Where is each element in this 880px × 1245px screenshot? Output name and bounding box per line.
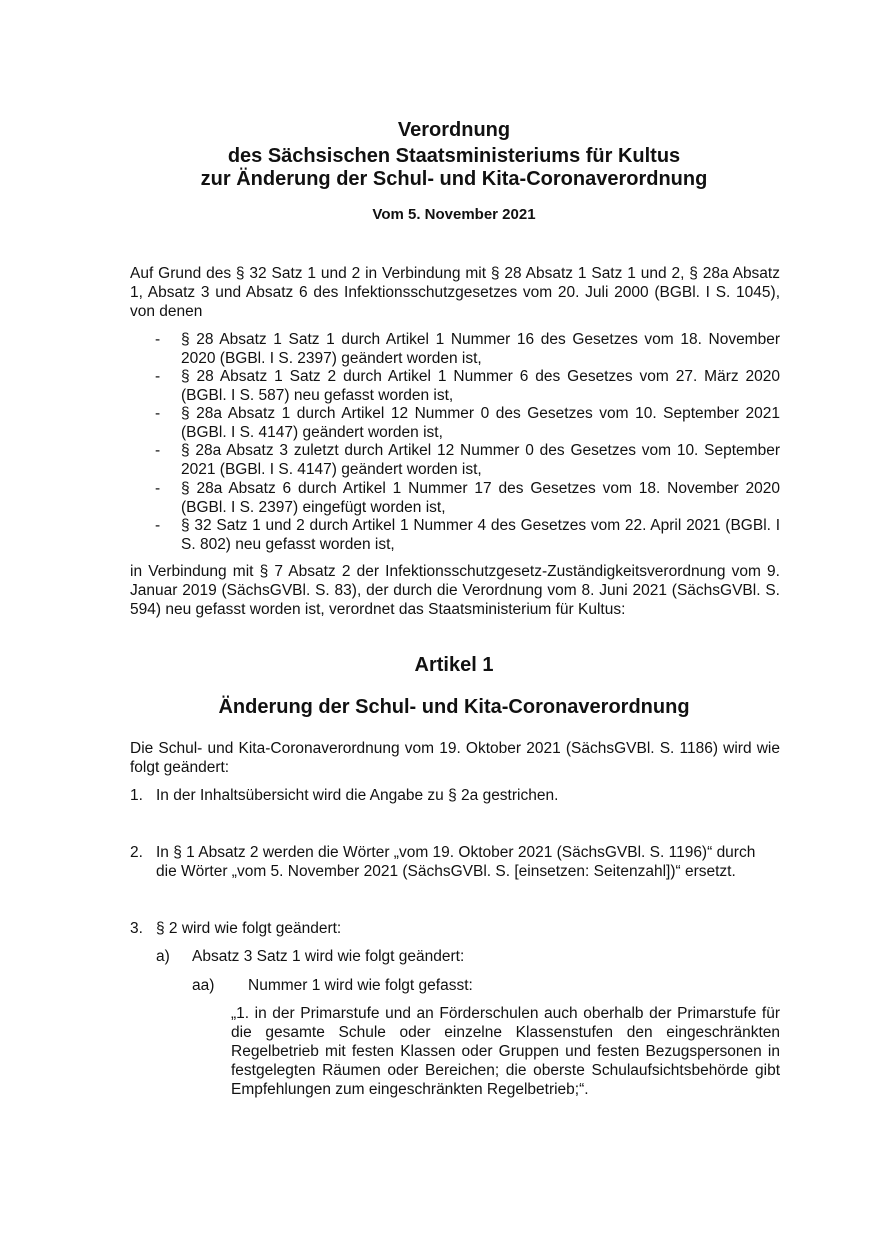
amendment-item-3: § 2 wird wie folgt geändert: <box>156 920 342 937</box>
bullet-marker: - <box>155 517 161 534</box>
preamble-bullet-2: § 28 Absatz 1 Satz 2 durch Artikel 1 Nummer 6 des Gesetzes vom 27. März 2020 (BGBl. I S. 587) neu gefasst worden ist, <box>181 368 780 404</box>
bullet-marker: - <box>155 442 161 459</box>
article-number: Artikel 1 <box>414 654 494 676</box>
subitem-marker: a) <box>156 948 170 965</box>
preamble-bullet-3: § 28a Absatz 1 durch Artikel 12 Nummer 0 des Gesetzes vom 10. September 2021 (BGBl. I S. 4147) geändert worden ist, <box>181 405 780 441</box>
article-intro: Die Schul- und Kita-Coronaverordnung vom 19. Oktober 2021 (SächsGVBl. S. 1186) wird wie folgt geändert: <box>130 740 780 776</box>
amendment-item-1: In der Inhaltsübersicht wird die Angabe zu § 2a gestrichen. <box>156 787 559 804</box>
document-title-line-1: Verordnung <box>397 119 511 141</box>
amendment-subitem-aa: Nummer 1 wird wie folgt gefasst: <box>248 977 473 994</box>
preamble-bullet-4: § 28a Absatz 3 zuletzt durch Artikel 12 Nummer 0 des Gesetzes vom 10. September 2021 (BGBl. I S. 4147) geändert worden ist, <box>181 442 780 478</box>
document-date: Vom 5. November 2021 <box>372 206 536 223</box>
amendment-item-2: In § 1 Absatz 2 werden die Wörter „vom 19. Oktober 2021 (SächsGVBl. S. 1196)“ durch die Wörter „vom 5. November 2021 (SächsGVBl. S. [einsetzen: Seitenzahl])“ ersetzt. <box>156 844 756 880</box>
bullet-marker: - <box>155 331 161 348</box>
document-title-line-2: des Sächsischen Staatsministeriums für Kultus <box>227 145 681 167</box>
document-title-line-3: zur Änderung der Schul- und Kita-Coronaverordnung <box>200 168 708 190</box>
article-heading: Änderung der Schul- und Kita-Coronaverordnung <box>218 696 690 718</box>
preamble-intro: Auf Grund des § 32 Satz 1 und 2 in Verbindung mit § 28 Absatz 1 Satz 1 und 2, § 28a Absatz 1, Absatz 3 und Absatz 6 des Infektionsschutzgesetzes vom 20. Juli 2000 (BGBl. I S. 1045), von denen <box>130 265 780 320</box>
preamble-closing: in Verbindung mit § 7 Absatz 2 der Infektionsschutzgesetz-Zuständigkeitsverordnung vom 9. Januar 2019 (SächsGVBl. S. 83), der durch die Verordnung vom 8. Juni 2021 (SächsGVBl. S. 594) neu gefasst worden ist, verordnet das Staatsministerium für Kultus: <box>130 563 780 618</box>
preamble-bullet-1: § 28 Absatz 1 Satz 1 durch Artikel 1 Nummer 16 des Gesetzes vom 18. November 2020 (BGBl. I S. 2397) geändert worden ist, <box>181 331 780 367</box>
preamble-bullet-5: § 28a Absatz 6 durch Artikel 1 Nummer 17 des Gesetzes vom 18. November 2020 (BGBl. I S. 2397) eingefügt worden ist, <box>181 480 780 516</box>
bullet-marker: - <box>155 368 161 385</box>
bullet-marker: - <box>155 480 161 497</box>
preamble-bullet-6: § 32 Satz 1 und 2 durch Artikel 1 Nummer 4 des Gesetzes vom 22. April 2021 (BGBl. I S. 802) neu gefasst worden ist, <box>181 517 780 553</box>
amendment-subitem-a: Absatz 3 Satz 1 wird wie folgt geändert: <box>192 948 465 965</box>
item-number: 2. <box>130 844 143 861</box>
quoted-replacement-text: „1. in der Primarstufe und an Förderschulen auch oberhalb der Primarstufe für die gesamte Schule oder einzelne Klassenstufen den eingeschränkten Regelbetrieb mit festen Klassen oder Gruppen und festen Bezugspersonen in festgelegten Räumen oder Bereichen; die oberste Schulaufsichtsbehörde gibt Empfehlungen zum eingeschränkten Regelbetrieb;“. <box>231 1005 780 1098</box>
item-number: 3. <box>130 920 143 937</box>
item-number: 1. <box>130 787 143 804</box>
subsubitem-marker: aa) <box>192 977 215 994</box>
bullet-marker: - <box>155 405 161 422</box>
